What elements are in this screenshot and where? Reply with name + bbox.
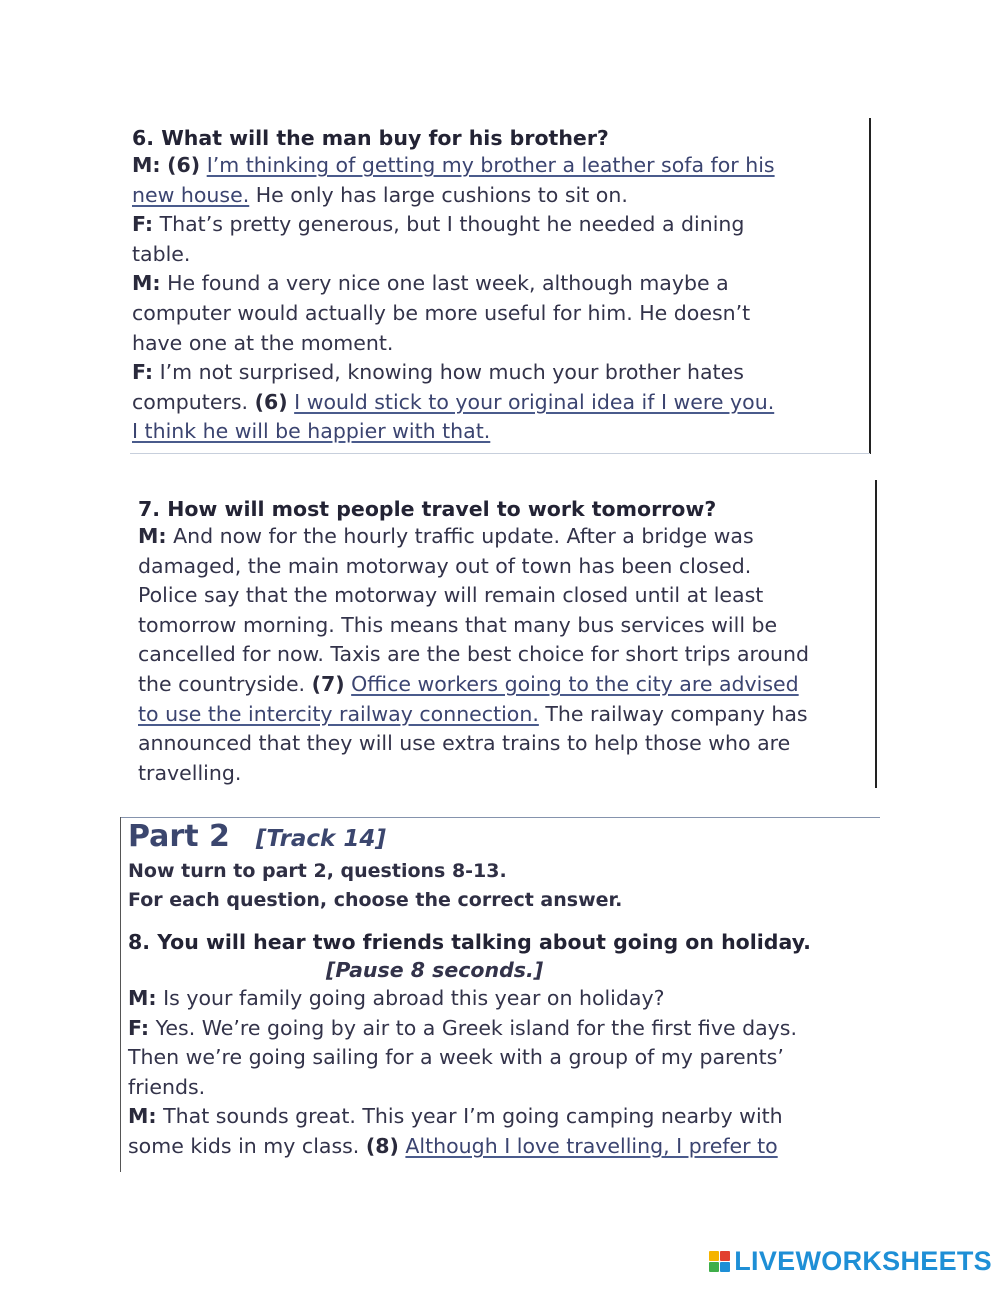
pause-note: [Pause 8 seconds.] xyxy=(326,958,544,982)
logo-icon xyxy=(709,1251,730,1272)
answer-7a: Office workers going to the city are advised xyxy=(351,671,799,696)
track-label: [Track 14] xyxy=(255,826,386,852)
part-2-instruction-2: For each question, choose the correct answer. xyxy=(128,889,623,911)
brand-name: LIVEWORKSHEETS xyxy=(734,1246,992,1276)
q7-right-rule xyxy=(875,480,877,788)
question-7-block: 7. How will most people travel to work tomorrow? M: And now for the hourly traffic update. After a bridge was damaged, the main motorway out of town has been closed. Police say that the motorway will remain closed until at least tomorrow morning. This means that many bus services will be cancelled for now. Taxis are the best choice for short trips around the countryside. (7) Office workers going to the city are advised to use the intercity railway connection. The railway company has announced that they will use extra trains to help those who are travelling. xyxy=(138,497,810,785)
question-6-title: 6. What will the man buy for his brother? xyxy=(132,126,609,150)
question-7-title: 7. How will most people travel to work tomorrow? xyxy=(138,497,717,521)
question-8-title: 8. You will hear two friends talking about going on holiday. xyxy=(128,930,811,954)
part2-left-rule xyxy=(120,817,121,1172)
answer-6a: I’m thinking of getting my brother a leather sofa for his xyxy=(206,153,775,177)
q6-right-rule xyxy=(869,118,871,454)
question-6-block: 6. What will the man buy for his brother? M: (6) I’m thinking of getting my brother a leather sofa for his new house. He only has large cushions to sit on. F: That’s pretty generous, but I thought he needed a dining table. M: He found a very nice one last week, although maybe a computer would actually be more useful for him. He doesn’t have one at the moment. F: I’m not surprised, knowing how much your brother hates computers. (6) I would stick to your original idea if I were you. I think he will be happier with that. xyxy=(132,126,775,444)
answer-6a-cont: new house. xyxy=(132,182,250,207)
part-2-block: Part 2 [Track 14] Now turn to part 2, questions 8-13. For each question, choose the correct answer. 8. You will hear two friends talking about going on holiday. [Pause 8 seconds.] M: Is your family going abroad this year on holiday? F: Yes. We’re going by air to a Greek island for the first five days. Then we’re going sailing for a week with a group of my parents’ friends. M: That sounds great. This year I’m going camping nearby with some kids in my class. (8) Although I love travelling, I prefer to xyxy=(128,819,811,1158)
part-2-instruction-1: Now turn to part 2, questions 8-13. xyxy=(128,860,507,882)
part2-top-rule xyxy=(120,817,880,818)
answer-6b-cont: I think he will be happier with that. xyxy=(132,419,491,444)
liveworksheets-logo[interactable] xyxy=(709,1246,992,1277)
q6-bottom-rule xyxy=(130,453,870,454)
answer-8a: Although I love travelling, I prefer to xyxy=(405,1133,778,1158)
answer-6b: I would stick to your original idea if I were you. xyxy=(294,389,775,414)
answer-7a-cont: to use the intercity railway connection. xyxy=(138,701,539,726)
part-2-heading: Part 2 xyxy=(128,819,230,854)
